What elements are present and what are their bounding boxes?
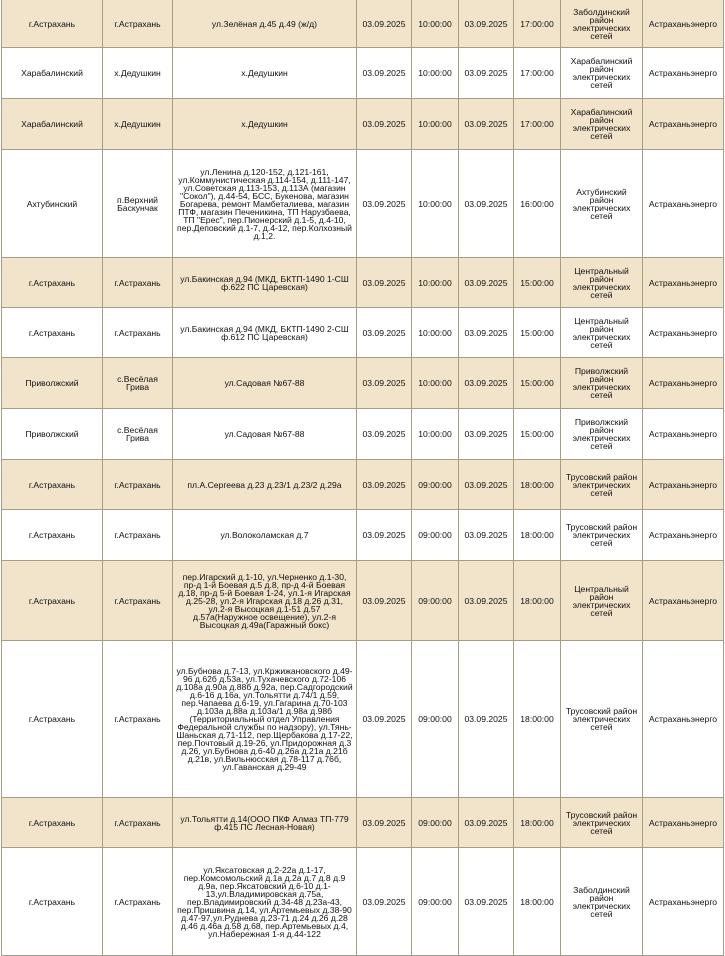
company-cell: Астраханьэнерго (643, 258, 724, 308)
branch-cell: Центральный район электрических сетей (561, 308, 643, 358)
address-cell: пл.А.Сергеева д.23 д.23/1 д.23/2 д.29а (173, 460, 357, 510)
company-cell: Астраханьэнерго (643, 641, 724, 798)
district-cell: г.Астрахань (2, 258, 103, 308)
end-time-cell: 17:00:00 (514, 99, 561, 150)
address-cell: х.Дедушкин (173, 48, 357, 99)
branch-cell: Заболдинский район электрических сетей (561, 848, 643, 956)
table-row (2, 0, 724, 48)
start-date-cell: 03.09.2025 (357, 510, 412, 561)
locality-cell: п.Верхний Баскунчак (103, 150, 173, 258)
end-date-cell: 03.09.2025 (459, 798, 514, 848)
start-date-cell: 03.09.2025 (357, 460, 412, 510)
start-date-cell: 03.09.2025 (357, 848, 412, 956)
start-time-cell: 09:00:00 (412, 510, 459, 561)
branch-cell: Трусовский район электрических сетей (561, 460, 643, 510)
end-time-cell: 18:00:00 (514, 798, 561, 848)
branch-cell: Ахтубинский район электрических сетей (561, 150, 643, 258)
locality-cell: х.Дедушкин (103, 99, 173, 150)
address-cell: ул.Зелёная д.45 д.49 (ж/д) (173, 0, 357, 48)
address-cell: ул.Бакинская д.94 (МКД, БКТП-1490 2-СШ ф.612 ПС Царевская) (173, 308, 357, 358)
start-time-cell: 09:00:00 (412, 798, 459, 848)
end-date-cell: 03.09.2025 (459, 848, 514, 956)
address-cell: ул.Яксатовская д.2-22а д.1-17, пер.Комсомольский д.1а д.2а д.7 д.8 д.9 д.9а, пер.Яксатовский д.6-10 д.1-13,ул.Владимировская д.75а, пер.Владимировский д.34-48 д.23а-43, пер.Пришвина д.14, ул.Артемьевых д.38-90 д.47-97,ул.Руднева д.23-71 д.24 д.26 д.28 д.46 д.46а д.58 д.68, пер.Артемьевых д.4, ул.Набережная 1-я д.44-122 (173, 848, 357, 956)
start-date-cell: 03.09.2025 (357, 308, 412, 358)
end-time-cell: 15:00:00 (514, 258, 561, 308)
address-cell: ул.Садовая №67-88 (173, 358, 357, 409)
company-cell: Астраханьэнерго (643, 308, 724, 358)
district-cell: Ахтубинский (2, 150, 103, 258)
start-date-cell: 03.09.2025 (357, 258, 412, 308)
table-row (2, 561, 724, 641)
locality-cell: г.Астрахань (103, 258, 173, 308)
district-cell: Харабалинский (2, 99, 103, 150)
address-cell: ул.Тольятти д.14(ООО ПКФ Алмаз ТП-779 ф.415 ПС Лесная-Новая) (173, 798, 357, 848)
end-time-cell: 18:00:00 (514, 510, 561, 561)
end-date-cell: 03.09.2025 (459, 48, 514, 99)
branch-cell: Трусовский район электрических сетей (561, 641, 643, 798)
branch-cell: Харабалинский район электрических сетей (561, 48, 643, 99)
company-cell: Астраханьэнерго (643, 848, 724, 956)
locality-cell: г.Астрахань (103, 510, 173, 561)
branch-cell: Трусовский район электрических сетей (561, 798, 643, 848)
start-date-cell: 03.09.2025 (357, 798, 412, 848)
start-time-cell: 09:00:00 (412, 641, 459, 798)
company-cell: Астраханьэнерго (643, 561, 724, 641)
locality-cell: г.Астрахань (103, 0, 173, 48)
company-cell: Астраханьэнерго (643, 358, 724, 409)
district-cell: г.Астрахань (2, 308, 103, 358)
start-time-cell: 09:00:00 (412, 561, 459, 641)
start-time-cell: 10:00:00 (412, 48, 459, 99)
district-cell: г.Астрахань (2, 510, 103, 561)
address-cell: х.Дедушкин (173, 99, 357, 150)
address-cell: ул.Бубнова д.7-13, ул.Кржижановского д.49-96 д.62б д.53а, ул.Тухачевского д.72-106 д.108а д.90а д.88б д.92а, пер.Садгородский д.6-16 д.16а, ул.Тольятти д.74/1 д.59, пер.Чапаева д.6-19, ул.Гагарина д.70-103 д.103а д.88а д.103а/1 д.98а д.98б (Территориальный отдел Управления Федеральной службы по надзору), ул.Тянь-Шаньская д.71-112, пер.Щербакова д.17-22, пер.Почтовый д.19-26, ул.Придорожная д.3 д.26, ул.Бубнова д.6-40 д.26а д.21а д.21б д.21в, ул.Вильнюсская д.78-117 д.76б, ул.Гаванская д.29-49 (173, 641, 357, 798)
branch-cell: Харабалинский район электрических сетей (561, 99, 643, 150)
branch-cell: Центральный район электрических сетей (561, 258, 643, 308)
locality-cell: г.Астрахань (103, 848, 173, 956)
table-row (2, 99, 724, 150)
table-row (2, 848, 724, 956)
start-time-cell: 09:00:00 (412, 460, 459, 510)
start-time-cell: 10:00:00 (412, 409, 459, 460)
locality-cell: х.Дедушкин (103, 48, 173, 99)
table-row (2, 48, 724, 99)
branch-cell: Трусовский район электрических сетей (561, 510, 643, 561)
company-cell: Астраханьэнерго (643, 510, 724, 561)
company-cell: Астраханьэнерго (643, 99, 724, 150)
branch-cell: Приволжский район электрических сетей (561, 409, 643, 460)
end-date-cell: 03.09.2025 (459, 561, 514, 641)
district-cell: г.Астрахань (2, 561, 103, 641)
end-time-cell: 18:00:00 (514, 460, 561, 510)
address-cell: ул.Ленина д.120-152, д.121-161, ул.Коммунистическая д.114-154, д.111-147, ул.Советская д.113-153, д.113А (магазин "Сокол"), д.44-54, БСС, Букенова, магазин Богарева, ремонт Мамбеталиева, магазин ПТФ, магазин Печеникина, ТП Нарузбаева, ТП "Ерес", пер.Пионерский д.1-5, д.4-10, пер.Деповский д.1-7, д.4-12, пер.Колхозный д.1,2. (173, 150, 357, 258)
start-time-cell: 10:00:00 (412, 358, 459, 409)
end-date-cell: 03.09.2025 (459, 258, 514, 308)
end-date-cell: 03.09.2025 (459, 150, 514, 258)
district-cell: г.Астрахань (2, 0, 103, 48)
company-cell: Астраханьэнерго (643, 798, 724, 848)
branch-cell: Приволжский район электрических сетей (561, 358, 643, 409)
end-time-cell: 18:00:00 (514, 848, 561, 956)
table-row (2, 798, 724, 848)
locality-cell: г.Астрахань (103, 561, 173, 641)
start-time-cell: 10:00:00 (412, 308, 459, 358)
locality-cell: г.Астрахань (103, 308, 173, 358)
branch-cell: Заболдинский район электрических сетей (561, 0, 643, 48)
start-time-cell: 09:00:00 (412, 848, 459, 956)
end-time-cell: 18:00:00 (514, 561, 561, 641)
end-time-cell: 16:00:00 (514, 150, 561, 258)
start-date-cell: 03.09.2025 (357, 99, 412, 150)
district-cell: г.Астрахань (2, 641, 103, 798)
start-date-cell: 03.09.2025 (357, 641, 412, 798)
locality-cell: г.Астрахань (103, 641, 173, 798)
end-time-cell: 15:00:00 (514, 308, 561, 358)
start-time-cell: 10:00:00 (412, 150, 459, 258)
table-row (2, 150, 724, 258)
district-cell: г.Астрахань (2, 798, 103, 848)
end-date-cell: 03.09.2025 (459, 641, 514, 798)
end-time-cell: 15:00:00 (514, 358, 561, 409)
end-time-cell: 17:00:00 (514, 0, 561, 48)
table-row (2, 358, 724, 409)
end-date-cell: 03.09.2025 (459, 409, 514, 460)
end-date-cell: 03.09.2025 (459, 460, 514, 510)
locality-cell: с.Весёлая Грива (103, 358, 173, 409)
address-cell: ул.Бакинская д.94 (МКД, БКТП-1490 1-СШ ф.622 ПС Царевская) (173, 258, 357, 308)
start-time-cell: 10:00:00 (412, 99, 459, 150)
district-cell: Приволжский (2, 409, 103, 460)
district-cell: г.Астрахань (2, 848, 103, 956)
district-cell: Харабалинский (2, 48, 103, 99)
locality-cell: с.Весёлая Грива (103, 409, 173, 460)
address-cell: ул.Садовая №67-88 (173, 409, 357, 460)
district-cell: г.Астрахань (2, 460, 103, 510)
end-date-cell: 03.09.2025 (459, 0, 514, 48)
start-date-cell: 03.09.2025 (357, 409, 412, 460)
address-cell: пер.Игарский д.1-10, ул.Черненко д.1-30, пр-д 1-й Боевая д.5 д.8, пр-д 4-й Боевая д.18, пр-д 5-й Боевая 1-24, ул.1-я Игарская д.25-28, ул.2-я Игарская д.18 д.26 д.31, ул.2-я Высоцкая д.1-51 д.57 д.57а(Наружное освещение), ул.2-я Высоцкая д.49а(Гаражный бокс) (173, 561, 357, 641)
end-date-cell: 03.09.2025 (459, 99, 514, 150)
table-row (2, 409, 724, 460)
company-cell: Астраханьэнерго (643, 48, 724, 99)
start-date-cell: 03.09.2025 (357, 150, 412, 258)
company-cell: Астраханьэнерго (643, 150, 724, 258)
end-date-cell: 03.09.2025 (459, 358, 514, 409)
district-cell: Приволжский (2, 358, 103, 409)
address-cell: ул.Волоколамская д.7 (173, 510, 357, 561)
company-cell: Астраханьэнерго (643, 409, 724, 460)
table-row (2, 641, 724, 798)
outage-schedule-table (1, 0, 724, 956)
start-time-cell: 10:00:00 (412, 258, 459, 308)
start-time-cell: 10:00:00 (412, 0, 459, 48)
company-cell: Астраханьэнерго (643, 0, 724, 48)
start-date-cell: 03.09.2025 (357, 561, 412, 641)
end-time-cell: 17:00:00 (514, 48, 561, 99)
start-date-cell: 03.09.2025 (357, 0, 412, 48)
end-date-cell: 03.09.2025 (459, 510, 514, 561)
start-date-cell: 03.09.2025 (357, 358, 412, 409)
locality-cell: г.Астрахань (103, 798, 173, 848)
end-time-cell: 18:00:00 (514, 641, 561, 798)
locality-cell: г.Астрахань (103, 460, 173, 510)
start-date-cell: 03.09.2025 (357, 48, 412, 99)
company-cell: Астраханьэнерго (643, 460, 724, 510)
table-row (2, 510, 724, 561)
table-row (2, 258, 724, 308)
table-row (2, 308, 724, 358)
end-time-cell: 15:00:00 (514, 409, 561, 460)
table-row (2, 460, 724, 510)
end-date-cell: 03.09.2025 (459, 308, 514, 358)
branch-cell: Центральный район электрических сетей (561, 561, 643, 641)
